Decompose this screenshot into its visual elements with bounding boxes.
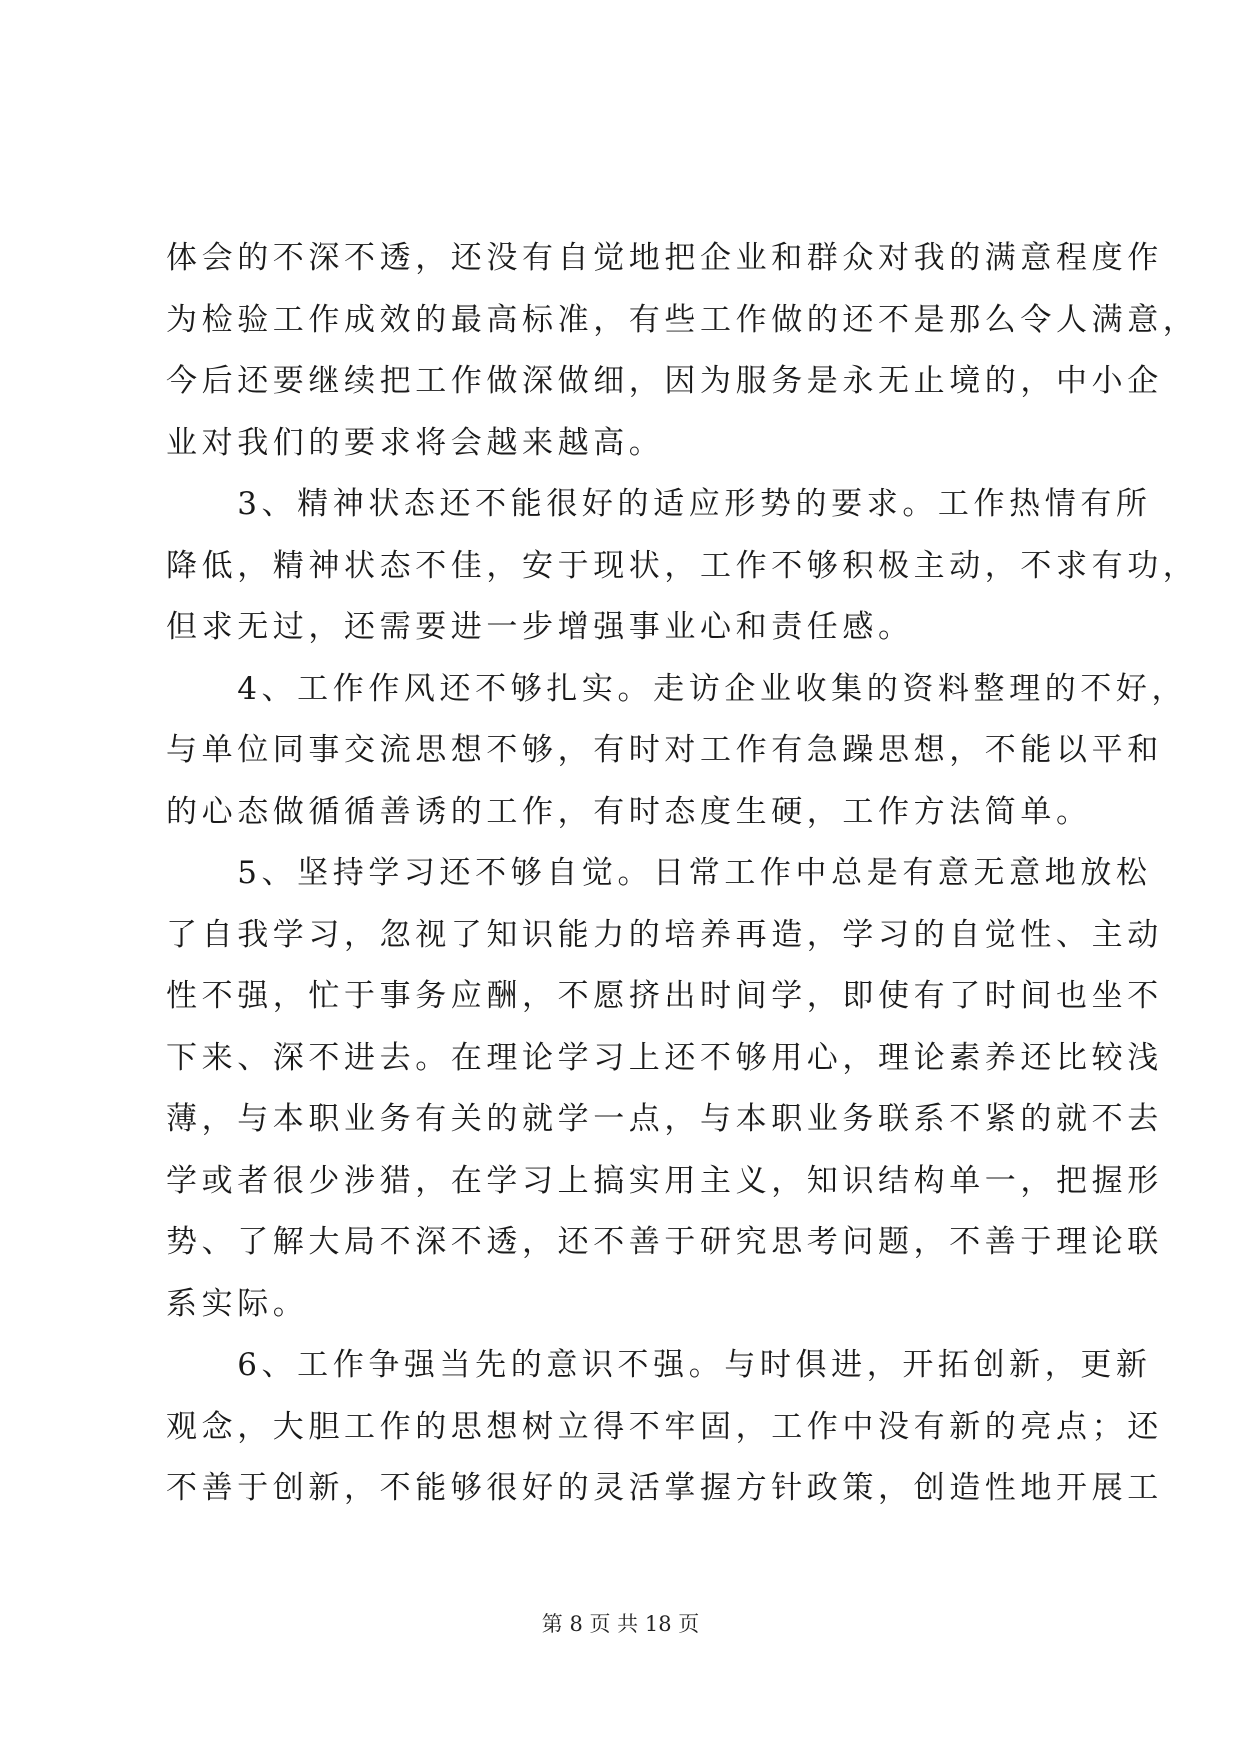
text-line: 业对我们的要求将会越来越高。 <box>166 424 665 461</box>
text-line: 但求无过，还需要进一步增强事业心和责任感。 <box>166 609 914 645</box>
text-line: 降低，精神状态不佳，安于现状，工作不够积极主动，不求有功， <box>166 547 1199 584</box>
text-line: 了自我学习，忽视了知识能力的培养再造，学习的自觉性、主动 <box>166 916 1163 953</box>
text-line: 下来、深不进去。在理论学习上还不够用心，理论素养还比较浅 <box>166 1039 1163 1076</box>
text-line: 与单位同事交流思想不够，有时对工作有急躁思想，不能以平和 <box>166 732 1163 768</box>
text-line: 6、工作争强当先的意识不强。与时俱进，开拓创新，更新 <box>166 1347 1152 1383</box>
text-line: 3、精神状态还不能很好的适应形势的要求。工作热情有所 <box>166 486 1152 522</box>
text-line: 薄，与本职业务有关的就学一点，与本职业务联系不紧的就不去 <box>166 1101 1163 1137</box>
text-line: 的心态做循循善诱的工作，有时态度生硬，工作方法简单。 <box>166 793 1092 830</box>
text-line: 势、了解大局不深不透，还不善于研究思考问题，不善于理论联 <box>166 1224 1163 1260</box>
text-line: 系实际。 <box>166 1285 309 1322</box>
body-text <box>166 228 1199 1520</box>
text-line: 观念，大胆工作的思想树立得不牢固，工作中没有新的亮点；还 <box>166 1408 1163 1445</box>
text-line: 不善于创新，不能够很好的灵活掌握方针政策，创造性地开展工 <box>166 1470 1163 1506</box>
page-number-footer: 第 8 页 共 18 页 <box>541 1612 700 1636</box>
text-line: 性不强，忙于事务应酬，不愿挤出时间学，即使有了时间也坐不 <box>166 978 1163 1014</box>
text-line: 今后还要继续把工作做深做细，因为服务是永无止境的，中小企 <box>166 363 1163 399</box>
text-line: 学或者很少涉猎，在学习上搞实用主义，知识结构单一，把握形 <box>166 1162 1163 1199</box>
text-line: 为检验工作成效的最高标准，有些工作做的还不是那么令人满意， <box>166 301 1199 338</box>
text-line: 体会的不深不透，还没有自觉地把企业和群众对我的满意程度作 <box>166 240 1163 276</box>
text-line: 5、坚持学习还不够自觉。日常工作中总是有意无意地放松 <box>166 855 1152 891</box>
text-line: 4、工作作风还不够扎实。走访企业收集的资料整理的不好， <box>166 670 1188 707</box>
